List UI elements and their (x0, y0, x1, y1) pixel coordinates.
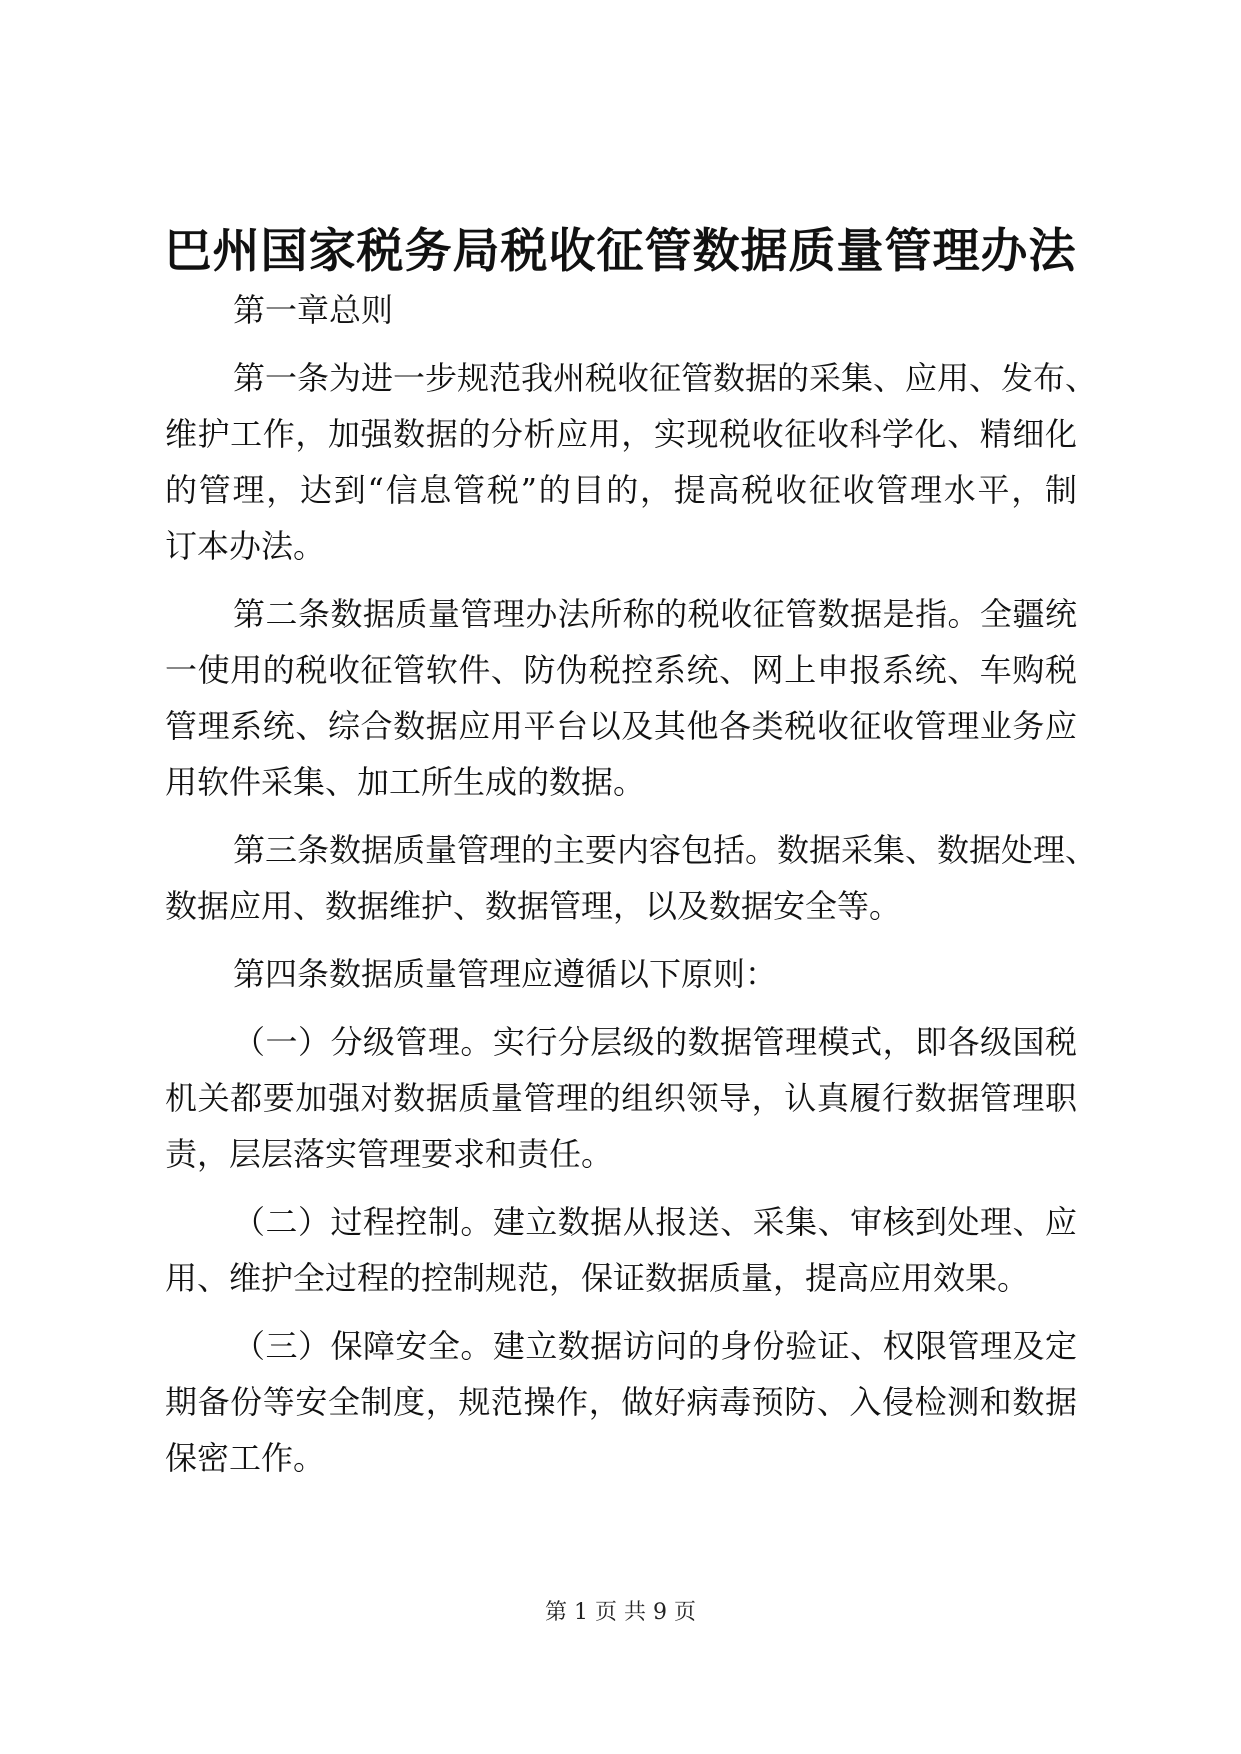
paragraph-line: （二）过程控制。建立数据从报送、采集、审核到处理、应 (233, 1203, 1077, 1241)
paragraph-line: 责，层层落实管理要求和责任。 (165, 1135, 614, 1173)
paragraph-line: 数据应用、数据维护、数据管理，以及数据安全等。 (165, 887, 902, 925)
paragraph-line: 第一条为进一步规范我州税收征管数据的采集、应用、发布、 (233, 359, 1098, 397)
paragraph-line: 用、维护全过程的控制规范，保证数据质量，提高应用效果。 (165, 1259, 1030, 1297)
paragraph-line: 第二条数据质量管理办法所称的税收征管数据是指。全疆统 (233, 595, 1077, 633)
paragraph-line: （一）分级管理。实行分层级的数据管理模式，即各级国税 (233, 1023, 1077, 1061)
paragraph-line: 一使用的税收征管软件、防伪税控系统、网上申报系统、车购税 (165, 651, 1077, 689)
paragraph-line: 保密工作。 (165, 1439, 326, 1477)
paragraph-line: 订本办法。 (165, 527, 326, 565)
paragraph-line: 管理系统、综合数据应用平台以及其他各类税收征收管理业务应 (165, 707, 1077, 745)
paragraph-line: 第四条数据质量管理应遵循以下原则： (233, 955, 778, 993)
paragraph-line: 机关都要加强对数据质量管理的组织领导，认真履行数据管理职 (165, 1079, 1077, 1117)
page-footer: 第 1 页 共 9 页 (545, 1600, 696, 1625)
paragraph-line: 的管理，达到“信息管税”的目的，提高税收征收管理水平，制 (165, 471, 1077, 509)
document-title: 巴州国家税务局税收征管数据质量管理办法 (164, 224, 1077, 279)
paragraph-line: 用软件采集、加工所生成的数据。 (165, 763, 646, 801)
document-body (165, 282, 1098, 1486)
paragraph-line: 第三条数据质量管理的主要内容包括。数据采集、数据处理、 (233, 831, 1098, 869)
paragraph-line: （三）保障安全。建立数据访问的身份验证、权限管理及定 (233, 1327, 1077, 1365)
paragraph-line: 维护工作，加强数据的分析应用，实现税收征收科学化、精细化 (165, 415, 1077, 453)
paragraph-line: 期备份等安全制度，规范操作，做好病毒预防、入侵检测和数据 (165, 1383, 1077, 1421)
chapter-heading: 第一章总则 (233, 291, 394, 329)
